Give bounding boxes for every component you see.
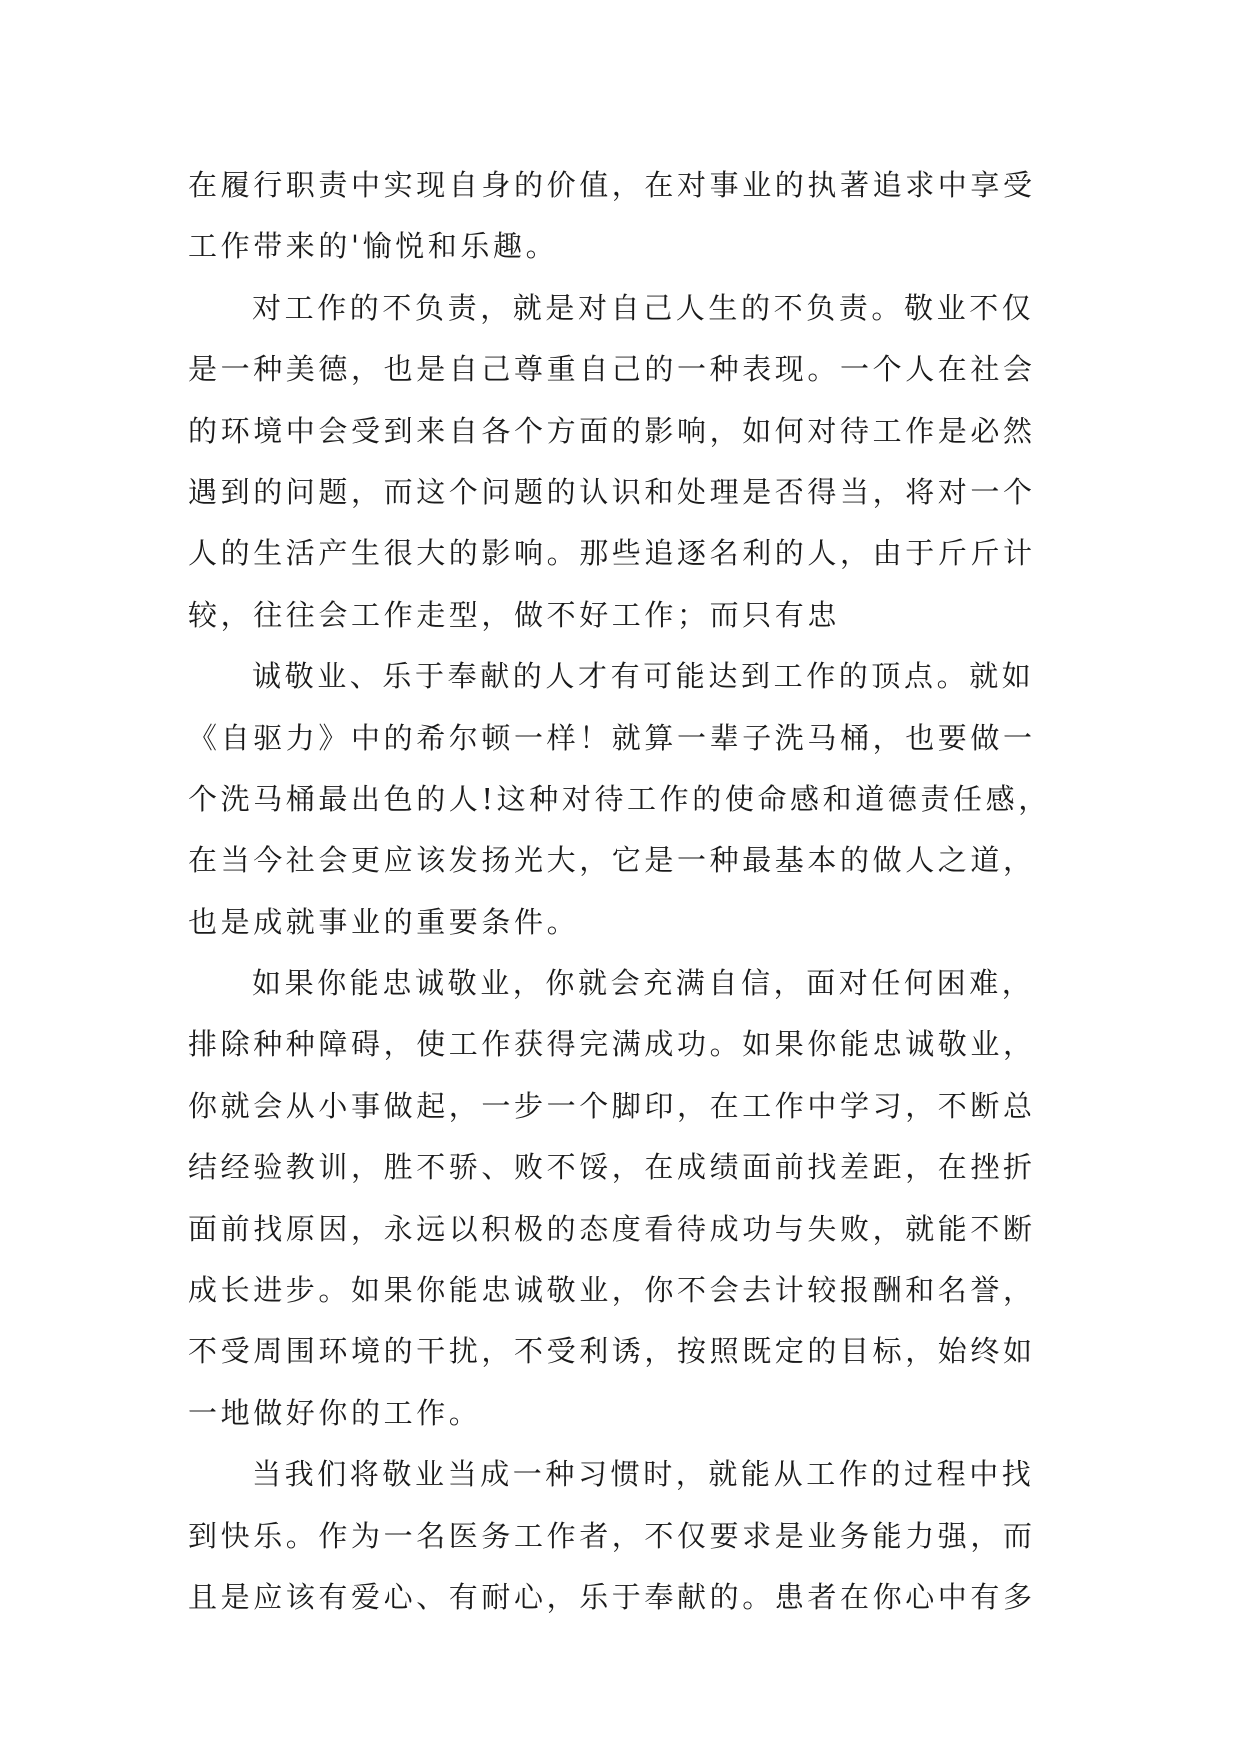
text-line: 的环境中会受到来自各个方面的影响，如何对待工作是必然	[188, 413, 1036, 448]
text-line: 你就会从小事做起，一步一个脚印，在工作中学习，不断总	[188, 1088, 1036, 1123]
text-line: 在履行职责中实现自身的价值，在对事业的执著追求中享受	[188, 168, 1036, 202]
text-line: 个洗马桶最出色的人!这种对待工作的使命感和道德责任感，	[188, 781, 1051, 816]
paragraph-1	[188, 155, 1054, 278]
text-line: 较，往往会工作走型，做不好工作；而只有忠	[188, 597, 841, 632]
text-line: 排除种种障碍，使工作获得完满成功。如果你能忠诚敬业，	[188, 1027, 1036, 1062]
text-line: 一地做好你的工作。	[188, 1395, 482, 1430]
text-line: 人的生活产生很大的影响。那些追逐名利的人，由于斤斤计	[188, 536, 1036, 571]
text-line: 到快乐。作为一名医务工作者，不仅要求是业务能力强，而	[188, 1518, 1036, 1553]
text-line: 成长进步。如果你能忠诚敬业，你不会去计较报酬和名誉，	[188, 1273, 1036, 1308]
paragraph-4	[188, 953, 1054, 1444]
document-body	[188, 155, 1054, 1628]
text-line: 对工作的不负责，就是对自己人生的不负责。敬业不仅	[252, 290, 1035, 325]
text-line: 当我们将敬业当成一种习惯时，就能从工作的过程中找	[252, 1457, 1035, 1492]
paragraph-5	[188, 1444, 1054, 1628]
text-line: 在当今社会更应该发扬光大，它是一种最基本的做人之道，	[188, 843, 1036, 878]
text-line: 是一种美德，也是自己尊重自己的一种表现。一个人在社会	[188, 352, 1036, 387]
text-line: 且是应该有爱心、有耐心，乐于奉献的。患者在你心中有多	[188, 1579, 1036, 1614]
text-line: 诚敬业、乐于奉献的人才有可能达到工作的顶点。就如	[252, 659, 1035, 694]
text-line: 如果你能忠诚敬业，你就会充满自信，面对任何困难，	[252, 966, 1035, 1001]
text-line: 结经验教训，胜不骄、败不馁，在成绩面前找差距，在挫折	[188, 1150, 1036, 1185]
paragraph-3	[188, 646, 1054, 953]
text-line: 工作带来的'愉悦和乐趣。	[188, 229, 559, 264]
paragraph-2	[188, 278, 1054, 646]
text-line: 也是成就事业的重要条件。	[188, 904, 580, 939]
text-line: 遇到的问题，而这个问题的认识和处理是否得当，将对一个	[188, 474, 1036, 509]
text-line: 《自驱力》中的希尔顿一样！就算一辈子洗马桶，也要做一	[188, 720, 1036, 755]
text-line: 不受周围环境的干扰，不受利诱，按照既定的目标，始终如	[188, 1334, 1036, 1369]
text-line: 面前找原因，永远以积极的态度看待成功与失败，就能不断	[188, 1211, 1036, 1246]
